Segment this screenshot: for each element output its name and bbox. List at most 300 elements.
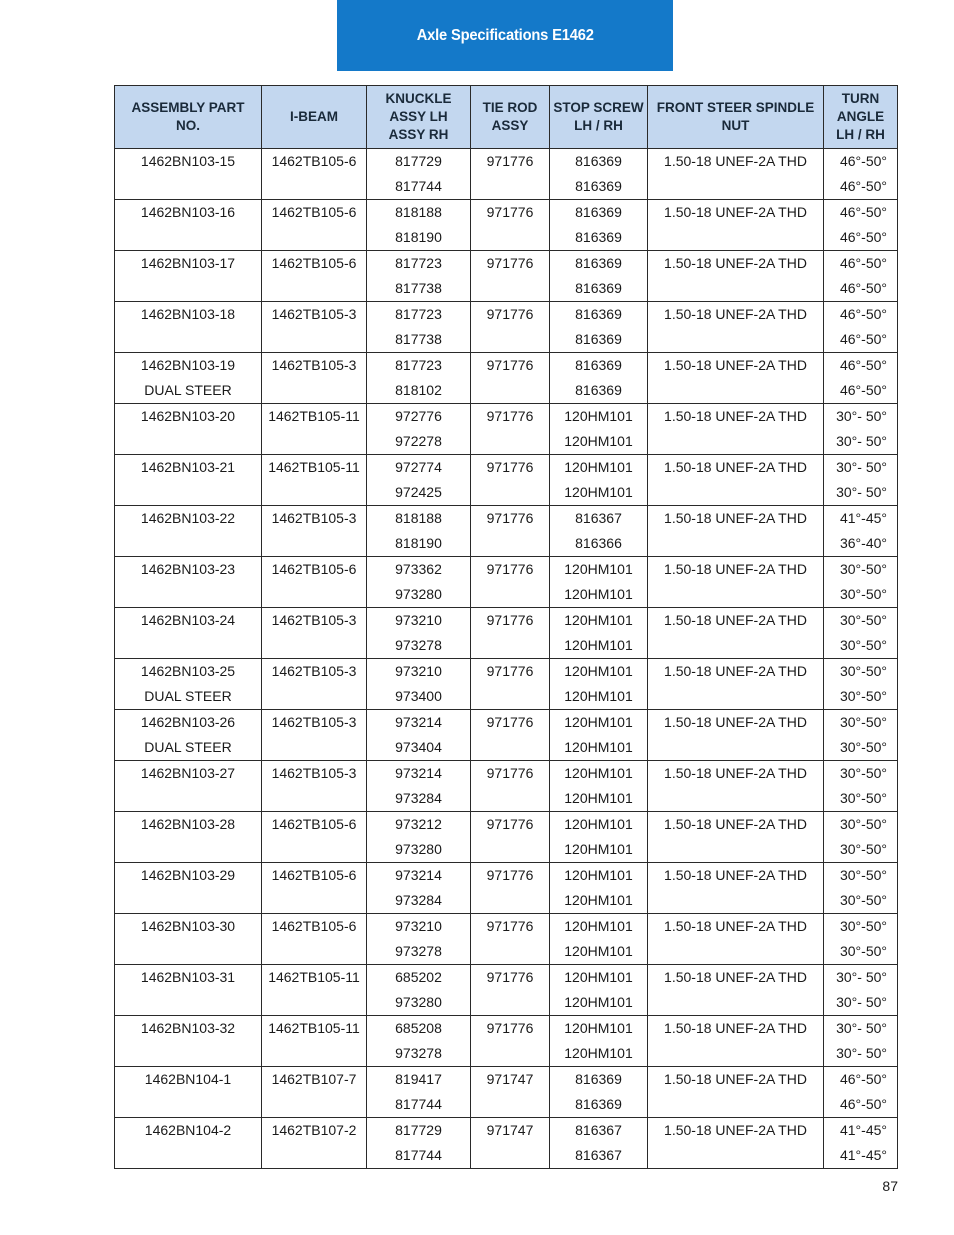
- stop-screw-rh: 120HM101: [550, 684, 648, 710]
- stop-screw-lh: 816369: [550, 353, 648, 379]
- stop-screw-rh: 816367: [550, 1143, 648, 1169]
- stop-screw-rh: 120HM101: [550, 480, 648, 506]
- spindle-nut: 1.50-18 UNEF-2A THD: [648, 914, 824, 940]
- assembly-part-no: 1462BN103-29: [115, 863, 262, 889]
- stop-screw-rh: 120HM101: [550, 735, 648, 761]
- i-beam: 1462TB105-3: [262, 506, 367, 532]
- turn-angle-rh: 36°-40°: [824, 531, 898, 557]
- stop-screw-lh: 120HM101: [550, 404, 648, 430]
- table-row-continuation: [115, 327, 898, 353]
- knuckle-assy-lh: 817723: [367, 302, 471, 328]
- assembly-note: [115, 327, 262, 353]
- table-row-continuation: [115, 174, 898, 200]
- tie-rod-assy: 971776: [471, 353, 550, 379]
- assembly-note: [115, 531, 262, 557]
- knuckle-assy-lh: 972776: [367, 404, 471, 430]
- table-row-continuation: [115, 786, 898, 812]
- stop-screw-lh: 816369: [550, 149, 648, 175]
- i-beam-blank: [262, 531, 367, 557]
- i-beam-blank: [262, 378, 367, 404]
- i-beam-blank: [262, 939, 367, 965]
- tie-rod-blank: [471, 582, 550, 608]
- tie-rod-blank: [471, 939, 550, 965]
- table-row: [115, 557, 898, 583]
- tie-rod-blank: [471, 786, 550, 812]
- table-row-continuation: [115, 582, 898, 608]
- assembly-note: [115, 1143, 262, 1169]
- column-header-assembly-part-no: ASSEMBLY PART NO.: [115, 86, 262, 149]
- tie-rod-blank: [471, 276, 550, 302]
- turn-angle-rh: 46°-50°: [824, 174, 898, 200]
- tie-rod-assy: 971747: [471, 1118, 550, 1144]
- assembly-part-no: 1462BN103-22: [115, 506, 262, 532]
- spindle-nut: 1.50-18 UNEF-2A THD: [648, 557, 824, 583]
- page-number: 87: [882, 1178, 898, 1194]
- assembly-part-no: 1462BN103-26: [115, 710, 262, 736]
- knuckle-assy-lh: 817729: [367, 1118, 471, 1144]
- i-beam-blank: [262, 480, 367, 506]
- assembly-part-no: 1462BN103-31: [115, 965, 262, 991]
- assembly-note: DUAL STEER: [115, 735, 262, 761]
- spindle-nut-blank: [648, 633, 824, 659]
- stop-screw-lh: 120HM101: [550, 863, 648, 889]
- tie-rod-assy: 971747: [471, 1067, 550, 1093]
- turn-angle-rh: 30°-50°: [824, 939, 898, 965]
- turn-angle-lh: 46°-50°: [824, 149, 898, 175]
- turn-angle-lh: 46°-50°: [824, 302, 898, 328]
- table-row-continuation: [115, 1092, 898, 1118]
- tie-rod-blank: [471, 684, 550, 710]
- spindle-nut-blank: [648, 174, 824, 200]
- column-header-knuckle-assy: KNUCKLE ASSY LH ASSY RH: [367, 86, 471, 149]
- spindle-nut: 1.50-18 UNEF-2A THD: [648, 455, 824, 481]
- stop-screw-rh: 120HM101: [550, 633, 648, 659]
- spindle-nut: 1.50-18 UNEF-2A THD: [648, 404, 824, 430]
- turn-angle-lh: 46°-50°: [824, 251, 898, 277]
- turn-angle-rh: 30°- 50°: [824, 429, 898, 455]
- assembly-note: DUAL STEER: [115, 378, 262, 404]
- spindle-nut-blank: [648, 939, 824, 965]
- assembly-part-no: 1462BN103-16: [115, 200, 262, 226]
- i-beam: 1462TB107-7: [262, 1067, 367, 1093]
- knuckle-assy-lh: 973210: [367, 608, 471, 634]
- spindle-nut: 1.50-18 UNEF-2A THD: [648, 710, 824, 736]
- table-row: [115, 149, 898, 175]
- stop-screw-lh: 816367: [550, 1118, 648, 1144]
- title-banner: [337, 0, 673, 71]
- turn-angle-rh: 30°-50°: [824, 888, 898, 914]
- turn-angle-lh: 41°-45°: [824, 1118, 898, 1144]
- assembly-note: [115, 939, 262, 965]
- turn-angle-rh: 46°-50°: [824, 276, 898, 302]
- table-row: [115, 200, 898, 226]
- i-beam-blank: [262, 1143, 367, 1169]
- spindle-nut-blank: [648, 1041, 824, 1067]
- knuckle-assy-rh: 973284: [367, 888, 471, 914]
- stop-screw-rh: 120HM101: [550, 786, 648, 812]
- i-beam-blank: [262, 786, 367, 812]
- table-row-continuation: [115, 531, 898, 557]
- assembly-note: [115, 633, 262, 659]
- knuckle-assy-lh: 973214: [367, 863, 471, 889]
- tie-rod-blank: [471, 225, 550, 251]
- tie-rod-assy: 971776: [471, 1016, 550, 1042]
- stop-screw-lh: 120HM101: [550, 557, 648, 583]
- stop-screw-rh: 120HM101: [550, 582, 648, 608]
- stop-screw-rh: 816369: [550, 174, 648, 200]
- knuckle-assy-lh: 973210: [367, 914, 471, 940]
- tie-rod-blank: [471, 633, 550, 659]
- turn-angle-rh: 46°-50°: [824, 1092, 898, 1118]
- turn-angle-rh: 30°-50°: [824, 837, 898, 863]
- table-row-continuation: [115, 225, 898, 251]
- stop-screw-lh: 816369: [550, 302, 648, 328]
- assembly-part-no: 1462BN103-18: [115, 302, 262, 328]
- table-row-continuation: [115, 480, 898, 506]
- stop-screw-rh: 816369: [550, 327, 648, 353]
- assembly-part-no: 1462BN103-28: [115, 812, 262, 838]
- turn-angle-rh: 46°-50°: [824, 327, 898, 353]
- knuckle-assy-rh: 817744: [367, 1143, 471, 1169]
- spindle-nut: 1.50-18 UNEF-2A THD: [648, 506, 824, 532]
- column-header-stop-screw: STOP SCREW LH / RH: [550, 86, 648, 149]
- spindle-nut: 1.50-18 UNEF-2A THD: [648, 302, 824, 328]
- table-row: [115, 1067, 898, 1093]
- turn-angle-lh: 30°- 50°: [824, 965, 898, 991]
- turn-angle-rh: 30°-50°: [824, 633, 898, 659]
- knuckle-assy-rh: 973280: [367, 582, 471, 608]
- table-row-continuation: [115, 429, 898, 455]
- i-beam: 1462TB105-11: [262, 965, 367, 991]
- assembly-part-no: 1462BN103-15: [115, 149, 262, 175]
- spindle-nut: 1.50-18 UNEF-2A THD: [648, 1118, 824, 1144]
- knuckle-assy-lh: 973214: [367, 761, 471, 787]
- spindle-nut-blank: [648, 888, 824, 914]
- tie-rod-assy: 971776: [471, 506, 550, 532]
- i-beam: 1462TB105-11: [262, 455, 367, 481]
- i-beam: 1462TB105-3: [262, 761, 367, 787]
- knuckle-assy-lh: 972774: [367, 455, 471, 481]
- table-row: [115, 608, 898, 634]
- i-beam: 1462TB105-3: [262, 710, 367, 736]
- knuckle-assy-lh: 817723: [367, 251, 471, 277]
- spindle-nut: 1.50-18 UNEF-2A THD: [648, 1067, 824, 1093]
- i-beam-blank: [262, 1041, 367, 1067]
- turn-angle-rh: 30°-50°: [824, 786, 898, 812]
- table-row: [115, 353, 898, 379]
- column-header-tie-rod-assy: TIE ROD ASSY: [471, 86, 550, 149]
- table-row: [115, 914, 898, 940]
- i-beam-blank: [262, 429, 367, 455]
- stop-screw-lh: 816369: [550, 1067, 648, 1093]
- spindle-nut: 1.50-18 UNEF-2A THD: [648, 353, 824, 379]
- spindle-nut-blank: [648, 786, 824, 812]
- turn-angle-lh: 46°-50°: [824, 1067, 898, 1093]
- knuckle-assy-lh: 973362: [367, 557, 471, 583]
- stop-screw-lh: 120HM101: [550, 812, 648, 838]
- tie-rod-blank: [471, 990, 550, 1016]
- turn-angle-rh: 46°-50°: [824, 225, 898, 251]
- knuckle-assy-rh: 973280: [367, 837, 471, 863]
- knuckle-assy-lh: 685202: [367, 965, 471, 991]
- table-row: [115, 965, 898, 991]
- stop-screw-lh: 816367: [550, 506, 648, 532]
- table-row-continuation: [115, 684, 898, 710]
- column-header-turn-angle: TURN ANGLE LH / RH: [824, 86, 898, 149]
- table-row-continuation: [115, 276, 898, 302]
- stop-screw-rh: 120HM101: [550, 939, 648, 965]
- assembly-note: [115, 429, 262, 455]
- spindle-nut-blank: [648, 378, 824, 404]
- turn-angle-rh: 30°- 50°: [824, 1041, 898, 1067]
- tie-rod-assy: 971776: [471, 965, 550, 991]
- turn-angle-rh: 30°- 50°: [824, 990, 898, 1016]
- stop-screw-lh: 816369: [550, 251, 648, 277]
- i-beam-blank: [262, 582, 367, 608]
- assembly-part-no: 1462BN103-20: [115, 404, 262, 430]
- stop-screw-rh: 816369: [550, 276, 648, 302]
- spindle-nut-blank: [648, 276, 824, 302]
- i-beam: 1462TB105-3: [262, 302, 367, 328]
- tie-rod-blank: [471, 1143, 550, 1169]
- i-beam: 1462TB105-3: [262, 353, 367, 379]
- tie-rod-blank: [471, 429, 550, 455]
- spindle-nut-blank: [648, 327, 824, 353]
- assembly-note: [115, 174, 262, 200]
- knuckle-assy-lh: 818188: [367, 200, 471, 226]
- spindle-nut: 1.50-18 UNEF-2A THD: [648, 149, 824, 175]
- table-row-continuation: [115, 939, 898, 965]
- table-row-continuation: [115, 888, 898, 914]
- stop-screw-lh: 120HM101: [550, 965, 648, 991]
- assembly-note: [115, 276, 262, 302]
- stop-screw-rh: 120HM101: [550, 990, 648, 1016]
- spindle-nut: 1.50-18 UNEF-2A THD: [648, 1016, 824, 1042]
- assembly-part-no: 1462BN103-27: [115, 761, 262, 787]
- turn-angle-lh: 30°-50°: [824, 659, 898, 685]
- tie-rod-assy: 971776: [471, 608, 550, 634]
- stop-screw-rh: 816369: [550, 1092, 648, 1118]
- table-row-continuation: [115, 1143, 898, 1169]
- tie-rod-assy: 971776: [471, 149, 550, 175]
- tie-rod-assy: 971776: [471, 251, 550, 277]
- tie-rod-assy: 971776: [471, 761, 550, 787]
- assembly-note: [115, 582, 262, 608]
- stop-screw-lh: 120HM101: [550, 761, 648, 787]
- spindle-nut: 1.50-18 UNEF-2A THD: [648, 251, 824, 277]
- knuckle-assy-lh: 973212: [367, 812, 471, 838]
- assembly-part-no: 1462BN103-23: [115, 557, 262, 583]
- i-beam: 1462TB105-6: [262, 200, 367, 226]
- stop-screw-rh: 120HM101: [550, 888, 648, 914]
- spindle-nut: 1.50-18 UNEF-2A THD: [648, 812, 824, 838]
- turn-angle-rh: 46°-50°: [824, 378, 898, 404]
- spindle-nut: 1.50-18 UNEF-2A THD: [648, 863, 824, 889]
- i-beam: 1462TB105-6: [262, 812, 367, 838]
- assembly-part-no: 1462BN103-24: [115, 608, 262, 634]
- assembly-note: [115, 1041, 262, 1067]
- knuckle-assy-rh: 973278: [367, 1041, 471, 1067]
- i-beam-blank: [262, 633, 367, 659]
- turn-angle-lh: 30°-50°: [824, 608, 898, 634]
- knuckle-assy-lh: 817729: [367, 149, 471, 175]
- i-beam: 1462TB105-6: [262, 863, 367, 889]
- table-row: [115, 302, 898, 328]
- i-beam: 1462TB105-6: [262, 557, 367, 583]
- knuckle-assy-rh: 972278: [367, 429, 471, 455]
- column-header-spindle-nut: FRONT STEER SPINDLE NUT: [648, 86, 824, 149]
- knuckle-assy-lh: 973210: [367, 659, 471, 685]
- stop-screw-lh: 120HM101: [550, 1016, 648, 1042]
- turn-angle-lh: 46°-50°: [824, 353, 898, 379]
- tie-rod-blank: [471, 1092, 550, 1118]
- turn-angle-lh: 30°- 50°: [824, 1016, 898, 1042]
- turn-angle-rh: 41°-45°: [824, 1143, 898, 1169]
- knuckle-assy-lh: 818188: [367, 506, 471, 532]
- stop-screw-rh: 816366: [550, 531, 648, 557]
- assembly-part-no: 1462BN104-2: [115, 1118, 262, 1144]
- stop-screw-lh: 816369: [550, 200, 648, 226]
- assembly-part-no: 1462BN104-1: [115, 1067, 262, 1093]
- table-row-continuation: [115, 1041, 898, 1067]
- stop-screw-lh: 120HM101: [550, 914, 648, 940]
- assembly-note: DUAL STEER: [115, 684, 262, 710]
- tie-rod-blank: [471, 378, 550, 404]
- spindle-nut-blank: [648, 582, 824, 608]
- spindle-nut: 1.50-18 UNEF-2A THD: [648, 965, 824, 991]
- tie-rod-assy: 971776: [471, 200, 550, 226]
- table-row: [115, 761, 898, 787]
- i-beam-blank: [262, 837, 367, 863]
- tie-rod-assy: 971776: [471, 914, 550, 940]
- stop-screw-lh: 120HM101: [550, 608, 648, 634]
- tie-rod-assy: 971776: [471, 557, 550, 583]
- tie-rod-blank: [471, 837, 550, 863]
- turn-angle-lh: 30°-50°: [824, 812, 898, 838]
- turn-angle-rh: 30°-50°: [824, 582, 898, 608]
- spindle-nut-blank: [648, 480, 824, 506]
- stop-screw-lh: 120HM101: [550, 455, 648, 481]
- i-beam-blank: [262, 735, 367, 761]
- axle-spec-table: [114, 85, 898, 1169]
- assembly-part-no: 1462BN103-19: [115, 353, 262, 379]
- table-row: [115, 1016, 898, 1042]
- turn-angle-rh: 30°-50°: [824, 684, 898, 710]
- knuckle-assy-lh: 685208: [367, 1016, 471, 1042]
- turn-angle-lh: 30°-50°: [824, 557, 898, 583]
- turn-angle-lh: 30°-50°: [824, 710, 898, 736]
- knuckle-assy-rh: 817738: [367, 327, 471, 353]
- spindle-nut-blank: [648, 531, 824, 557]
- turn-angle-lh: 46°-50°: [824, 200, 898, 226]
- spindle-nut: 1.50-18 UNEF-2A THD: [648, 761, 824, 787]
- stop-screw-rh: 120HM101: [550, 429, 648, 455]
- tie-rod-blank: [471, 174, 550, 200]
- assembly-part-no: 1462BN103-25: [115, 659, 262, 685]
- turn-angle-lh: 30°- 50°: [824, 404, 898, 430]
- stop-screw-lh: 120HM101: [550, 710, 648, 736]
- i-beam-blank: [262, 327, 367, 353]
- tie-rod-assy: 971776: [471, 404, 550, 430]
- turn-angle-lh: 30°-50°: [824, 914, 898, 940]
- knuckle-assy-rh: 818190: [367, 531, 471, 557]
- tie-rod-assy: 971776: [471, 812, 550, 838]
- tie-rod-blank: [471, 327, 550, 353]
- assembly-note: [115, 480, 262, 506]
- i-beam-blank: [262, 1092, 367, 1118]
- table-row: [115, 863, 898, 889]
- stop-screw-rh: 120HM101: [550, 837, 648, 863]
- i-beam: 1462TB105-11: [262, 1016, 367, 1042]
- spindle-nut-blank: [648, 684, 824, 710]
- page-title: Axle Specifications E1462: [416, 26, 594, 44]
- tie-rod-blank: [471, 531, 550, 557]
- knuckle-assy-lh: 819417: [367, 1067, 471, 1093]
- table-row: [115, 251, 898, 277]
- table-row-continuation: [115, 735, 898, 761]
- knuckle-assy-rh: 817738: [367, 276, 471, 302]
- assembly-note: [115, 837, 262, 863]
- knuckle-assy-rh: 817744: [367, 174, 471, 200]
- table-row-continuation: [115, 990, 898, 1016]
- stop-screw-lh: 120HM101: [550, 659, 648, 685]
- table-row: [115, 812, 898, 838]
- stop-screw-rh: 816369: [550, 225, 648, 251]
- tie-rod-assy: 971776: [471, 659, 550, 685]
- table-row-continuation: [115, 378, 898, 404]
- knuckle-assy-rh: 818190: [367, 225, 471, 251]
- tie-rod-blank: [471, 480, 550, 506]
- spindle-nut: 1.50-18 UNEF-2A THD: [648, 659, 824, 685]
- assembly-part-no: 1462BN103-21: [115, 455, 262, 481]
- table-row: [115, 506, 898, 532]
- i-beam-blank: [262, 276, 367, 302]
- assembly-part-no: 1462BN103-17: [115, 251, 262, 277]
- spindle-nut-blank: [648, 1143, 824, 1169]
- tie-rod-assy: 971776: [471, 710, 550, 736]
- i-beam: 1462TB107-2: [262, 1118, 367, 1144]
- assembly-note: [115, 990, 262, 1016]
- knuckle-assy-rh: 973400: [367, 684, 471, 710]
- table-row-continuation: [115, 633, 898, 659]
- i-beam-blank: [262, 174, 367, 200]
- assembly-part-no: 1462BN103-30: [115, 914, 262, 940]
- i-beam: 1462TB105-3: [262, 659, 367, 685]
- table-row-continuation: [115, 837, 898, 863]
- assembly-note: [115, 888, 262, 914]
- table-body: [115, 149, 898, 1169]
- knuckle-assy-rh: 973404: [367, 735, 471, 761]
- table-row: [115, 1118, 898, 1144]
- tie-rod-assy: 971776: [471, 863, 550, 889]
- table-header-row: [115, 86, 898, 149]
- tie-rod-assy: 971776: [471, 455, 550, 481]
- knuckle-assy-rh: 973278: [367, 633, 471, 659]
- i-beam: 1462TB105-6: [262, 251, 367, 277]
- spindle-nut-blank: [648, 1092, 824, 1118]
- turn-angle-rh: 30°-50°: [824, 735, 898, 761]
- assembly-note: [115, 1092, 262, 1118]
- knuckle-assy-lh: 817723: [367, 353, 471, 379]
- column-header-i-beam: I-BEAM: [262, 86, 367, 149]
- tie-rod-blank: [471, 1041, 550, 1067]
- table-row: [115, 404, 898, 430]
- i-beam: 1462TB105-3: [262, 608, 367, 634]
- tie-rod-blank: [471, 888, 550, 914]
- i-beam-blank: [262, 888, 367, 914]
- spindle-nut: 1.50-18 UNEF-2A THD: [648, 608, 824, 634]
- assembly-part-no: 1462BN103-32: [115, 1016, 262, 1042]
